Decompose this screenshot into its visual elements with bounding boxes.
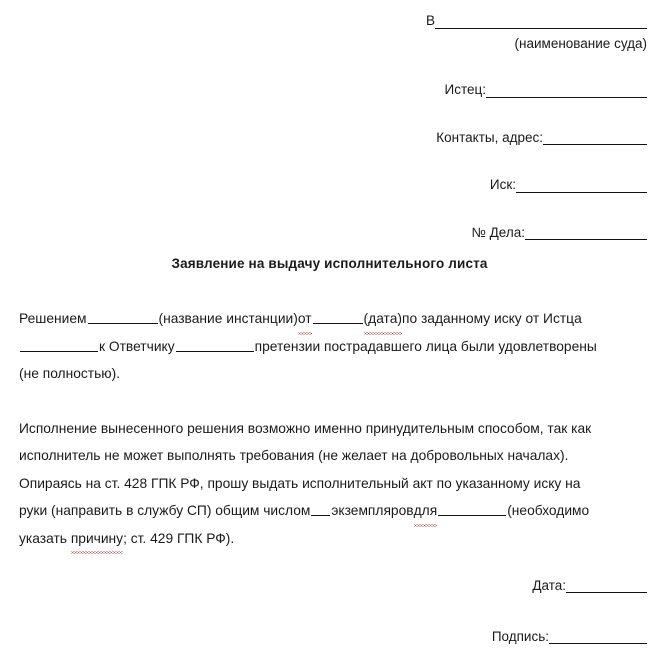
signature-label: Подпись: [491, 629, 549, 644]
signature-blank-line[interactable] [549, 630, 647, 644]
document-footer [415, 578, 647, 644]
instance-blank-line[interactable] [88, 311, 158, 324]
decision-text-e: по заданному иску от Истца [402, 311, 582, 326]
paragraph-request-line-5 [19, 531, 234, 546]
paragraph-request-line-3: Опираясь на ст. 428 ГПК РФ, прошу выдать исполнительный акт по указанному иску на [19, 475, 581, 491]
request-text-e: указать [19, 530, 67, 546]
case-number-label: № Дела: [471, 224, 525, 240]
date-blank-line-footer[interactable] [566, 579, 647, 593]
case-number-row [415, 226, 647, 241]
date-row [415, 578, 647, 593]
decision-text-f: к Ответчику [99, 338, 175, 354]
paragraph-request [19, 415, 641, 553]
plaintiff-name-blank-line[interactable] [20, 339, 98, 352]
page-title: Заявление на выдачу исполнительного листа [171, 256, 488, 271]
paragraph-decision-line-2 [19, 339, 597, 354]
date-blank-line[interactable] [313, 311, 363, 324]
claim-label: Иск: [489, 177, 516, 192]
paragraph-decision-line-1 [19, 311, 582, 326]
contacts-address-row [415, 131, 647, 146]
decision-text-g: претензии пострадавшего лица были удовлетворены [254, 338, 597, 354]
paragraph-request-line-4 [19, 503, 589, 518]
paragraph-request-line-2: исполнитель не может выполнять требования (не желает на добровольных началах). [19, 448, 569, 463]
plaintiff-blank-line[interactable] [486, 84, 647, 98]
plaintiff-label: Истец: [444, 82, 486, 97]
decision-text-d-spellcheck: (дата) [364, 305, 402, 333]
court-name-row [415, 14, 647, 29]
court-label: В [425, 13, 435, 28]
claim-blank-line[interactable] [516, 179, 647, 193]
document-header [415, 0, 647, 240]
request-text-g: ; ст. 429 ГПК РФ). [123, 530, 235, 546]
paragraph-decision-line-3: (не полностью). [19, 366, 121, 381]
decision-text-b: (название инстанции) [158, 311, 298, 326]
plaintiff-row [415, 83, 647, 98]
request-text-b: экземпляров [331, 503, 414, 518]
signature-row [415, 629, 647, 644]
copies-count-blank-line[interactable] [311, 503, 330, 516]
case-number-blank-line[interactable] [525, 226, 647, 240]
request-text-f-spellcheck: причину [71, 525, 123, 553]
court-name-hint: (наименование суда) [514, 35, 647, 51]
decision-text-a: Решением [19, 311, 87, 326]
defendant-name-blank-line[interactable] [176, 339, 254, 352]
claim-row [415, 178, 647, 193]
court-name-blank-line[interactable] [435, 15, 647, 29]
request-text-c-spellcheck: для [414, 497, 438, 525]
document-body [19, 305, 641, 552]
request-text-d: (необходимо [507, 503, 590, 518]
contacts-address-label: Контакты, адрес: [436, 129, 543, 145]
paragraph-decision [19, 305, 641, 388]
paragraph-request-line-1: Исполнение вынесенного решения возможно именно принудительным способом, так как [19, 420, 592, 436]
purpose-blank-line[interactable] [438, 503, 506, 516]
request-text-a: руки (направить в службу СП) общим числом [19, 503, 311, 518]
contacts-address-blank-line[interactable] [543, 131, 647, 145]
date-label: Дата: [532, 578, 566, 593]
decision-text-c-spellcheck: от [298, 305, 312, 333]
